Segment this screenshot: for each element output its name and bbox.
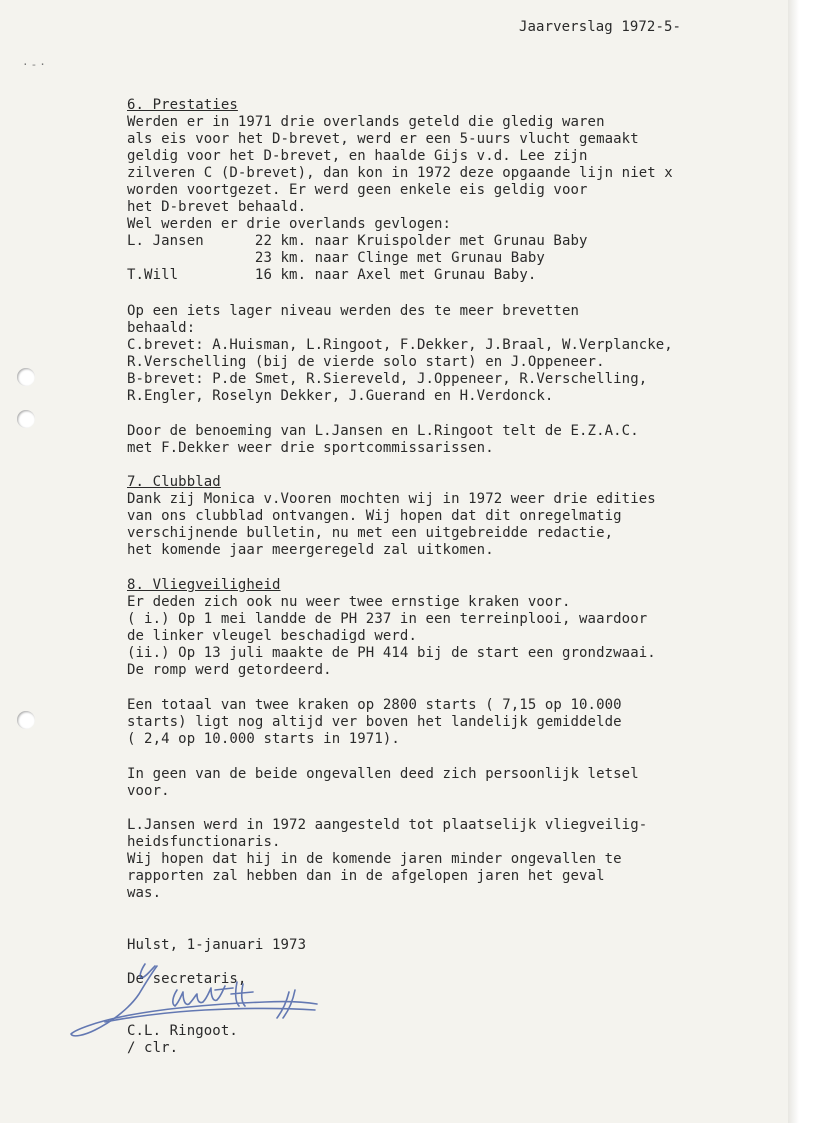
paragraph-vliegveiligheid-2: Een totaal van twee kraken op 2800 starts ( 7,15 op 10.000 starts) ligt nog altijd ver boven het landelijk gemiddelde ( 2,4 op 10.000 starts in 1971). <box>127 697 622 747</box>
page-header: Jaarverslag 1972-5- <box>519 19 682 35</box>
section-heading-clubblad: 7. Clubblad <box>127 474 221 490</box>
page-edge <box>788 0 816 1123</box>
punch-hole <box>17 711 35 729</box>
paragraph-vliegveiligheid-3: In geen van de beide ongevallen deed zich persoonlijk letsel voor. <box>127 766 639 799</box>
section-heading-prestaties: 6. Prestaties <box>127 97 238 113</box>
paragraph-vliegveiligheid-1: Er deden zich ook nu weer twee ernstige kraken voor. ( i.) Op 1 mei landde de PH 237 in een terreinplooi, waardoor de linker vleugel beschadigd werd. (ii.) Op 13 juli maakte de PH 414 bij de start een grondzwaai. De romp werd getordeerd. <box>127 594 656 678</box>
paragraph-vliegveiligheid-4: L.Jansen werd in 1972 aangesteld tot plaatselijk vliegveilig- heidsfunctionaris. Wij hopen dat hij in de komende jaren minder ongevallen te rapporten zal hebben dan in de afgelopen jaren het geval was. <box>127 817 648 901</box>
punch-hole <box>17 410 35 428</box>
paragraph-prestaties-3: Door de benoeming van L.Jansen en L.Ringoot telt de E.Z.A.C. met F.Dekker weer drie sportcommissarissen. <box>127 423 639 456</box>
paragraph-prestaties-2: Op een iets lager niveau werden des te meer brevetten behaald: C.brevet: A.Huisman, L.Ringoot, F.Dekker, J.Braal, W.Verplancke, R.Verschelling (bij de vierde solo start) en J.Oppeneer. B-brevet: P.de Smet, R.Siereveld, J.Oppeneer, R.Verschelling, R.Engler, Roselyn Dekker, J.Guerand en H.Verdonck. <box>127 303 673 404</box>
signatory-name: C.L. Ringoot. <box>127 1023 238 1039</box>
punch-hole <box>17 368 35 386</box>
paragraph-prestaties-1: Werden er in 1971 drie overlands geteld die gledig waren als eis voor het D-brevet, werd er een 5-uurs vlucht gemaakt geldig voor het D-brevet, en haalde Gijs v.d. Lee zijn zilveren C (D-brevet), dan kon in 1972 deze opgaande lijn niet x worden voortgezet. Er werd geen enkele eis geldig voor het D-brevet behaald. Wel werden er drie overlands gevlogen: L. Jansen 22 km. naar Kruispolder met Grunau Baby 23 km. naar Clinge met Grunau Baby T.Will 16 km. naar Axel met Grunau Baby. <box>127 114 673 283</box>
paragraph-clubblad-1: Dank zij Monica v.Vooren mochten wij in 1972 weer drie edities van ons clubblad ontvangen. Wij hopen dat dit onregelmatig verschijnende bulletin, nu met een uitgebreidde redactie, het komende jaar meergeregeld zal uitkomen. <box>127 491 656 558</box>
ink-smudge: ·-· <box>22 58 48 71</box>
handwritten-signature <box>65 960 325 1045</box>
signatory-role: De secretaris, <box>127 971 247 987</box>
place-date: Hulst, 1-januari 1973 <box>127 937 307 953</box>
section-heading-vliegveiligheid: 8. Vliegveiligheid <box>127 577 281 593</box>
signatory-initials: / clr. <box>127 1040 179 1056</box>
